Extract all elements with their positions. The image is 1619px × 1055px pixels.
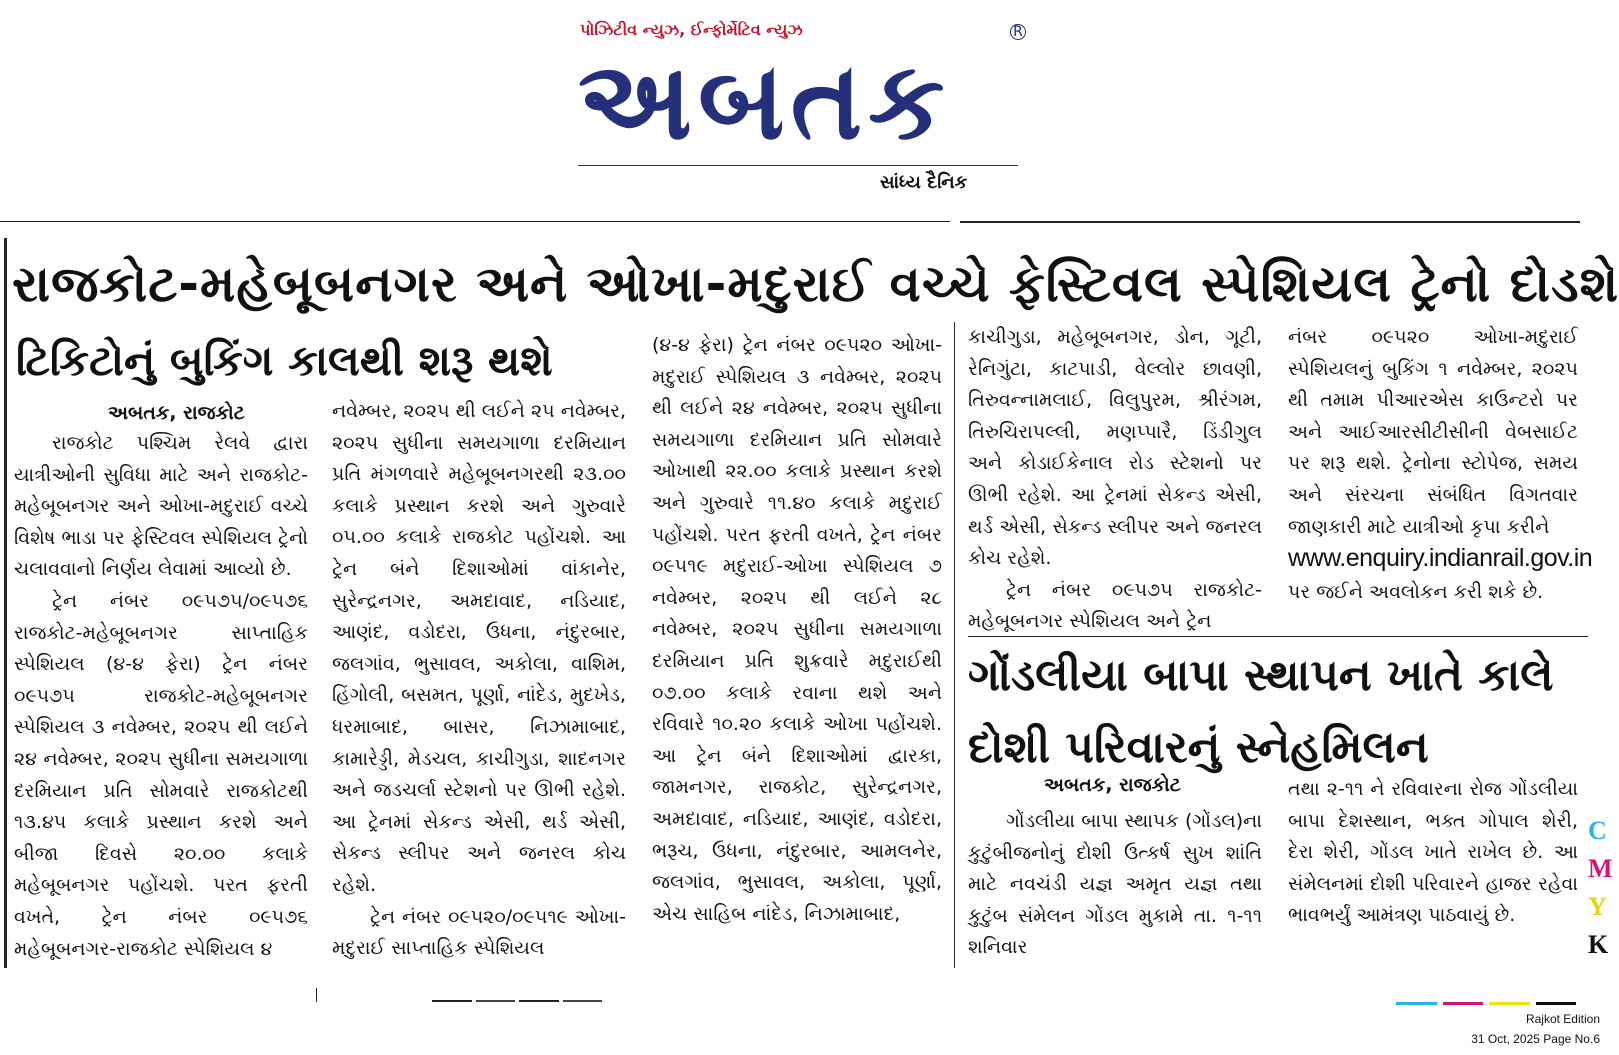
registration-bar bbox=[432, 1000, 472, 1002]
registration-strip bbox=[432, 1000, 602, 1002]
article-left-border bbox=[4, 238, 7, 968]
paragraph: નવેમ્બર, ૨૦૨૫ થી લઈને ૨૫ નવેમ્બર, ૨૦૨૫ સુધીના સમયગાળા દરમિયાન પ્રતિ મંગળવારે મહેબૂબનગરથી ૨૩.૦૦ કલાકે પ્રસ્થાન કરશે અને ગુરુવારે ૦૫.૦૦ કલાકે રાજકોટ પહોંચશે. આ ટ્રેન બંને દિશાઓમાં વાંકાનેર, સુરેન્દ્રનગર, અમદાવાદ, નડિયાદ, આણંદ, વડોદરા, ઉધના, નંદુરબાર, જલગાંવ, ભુસાવલ, અકોલા, વાશિમ, હિંગોલી, બસમત, પૂર્ણા, નાંદેડ, મુદખેડ, ધરમાબાદ, બાસર, નિઝામાબાદ, કામારેડ્ડી, મેડચલ, કાચીગુડા, શાદનગર અને જડચર્લા સ્ટેશનો પર ઊભી રહેશે. આ ટ્રેનમાં સેકન્ડ એસી, થર્ડ એસી, સેકન્ડ સ્લીપર અને જનરલ કોચ રહેશે. bbox=[332, 400, 626, 896]
paragraph: કાચીગુડા, મહેબૂબનગર, ડોન, ગૂટી, રેનિગુંટા, કાટપાડી, વેલ્લોર છાવણી, તિરુવન્નામલાઈ, વિલુપુરમ, શ્રીરંગમ, તિરુચિરાપલ્લી, મણપ્પારૈ, ડિંડીગુલ અને કોડાઈકેનાલ રોડ સ્ટેશનો પર ઊભી રહેશે. આ ટ્રેનમાં સેકન્ડ એસી, થર્ડ એસી, સેકન્ડ સ્લીપર અને જનરલ કોચ રહેશે. bbox=[968, 326, 1262, 570]
cmyk-yellow: Y bbox=[1588, 892, 1607, 921]
newspaper-logo: અબતક bbox=[578, 39, 951, 164]
color-bar-yellow bbox=[1489, 1002, 1530, 1005]
paragraph: ટ્રેન નંબર ૦૯૫૨૦/૦૯૫૧૯ ઓખા-મદુરાઈ સાપ્તાહિક સ્પેશિયલ bbox=[332, 905, 626, 960]
registration-bar bbox=[563, 1000, 603, 1002]
paragraph: ટ્રેન નંબર ૦૯૫૭૫/૦૯૫૭૬ રાજકોટ-મહેબૂબનગર સાપ્તાહિક સ્પેશિયલ (૪-૪ ફેરા) ટ્રેન નંબર ૦૯૫૭૫ રાજકોટ-મહેબૂબનગર સ્પેશિયલ ૩ નવેમ્બર, ૨૦૨૫ થી લઈને ૨૪ નવેમ્બર, ૨૦૨૫ સુધીના સમયગાળા દરમિયાન પ્રતિ સોમવારે રાજકોટથી ૧૩.૪૫ કલાકે પ્રસ્થાન કરશે અને બીજા દિવસે ૨૦.૦૦ કલાકે મહેબૂબનગર પહોંચશે. પરત ફરતી વખતે, ટ્રેન નંબર ૦૯૫૭૬ મહેબૂબનગર-રાજકોટ સ્પેશિયલ ૪ bbox=[14, 589, 308, 960]
article-column-2 bbox=[332, 396, 626, 968]
paragraph: નંબર ૦૯૫૨૦ ઓખા-મદુરાઈ સ્પેશિયલનું બુકિંગ ૧ નવેમ્બર, ૨૦૨૫ થી તમામ પીઆરએસ કાઉન્ટરો પર અને આઈઆરસીટીસીની વેબસાઈટ પર શરૂ થશે. ટ્રેનોના સ્ટોપેજ, સમય અને સંરચના સંબંધિત વિગતવાર જાણકારી માટે યાત્રીઓ કૃપા કરીને bbox=[1288, 326, 1578, 538]
article-column-5 bbox=[1288, 322, 1593, 628]
date-page-label: 31 Oct, 2025 Page No.6 bbox=[1471, 1032, 1600, 1046]
website-url: www.enquiry.indianrail.gov.in bbox=[1288, 544, 1593, 573]
paragraph: પર જઈને અવલોકન કરી શકે છે. bbox=[1288, 580, 1544, 603]
article2-top-rule bbox=[968, 636, 1588, 637]
paragraph bbox=[1288, 543, 1593, 577]
cmyk-cyan: C bbox=[1588, 816, 1607, 845]
color-bar-cyan bbox=[1396, 1002, 1437, 1005]
article-column-4 bbox=[968, 322, 1262, 633]
crop-mark bbox=[316, 988, 317, 1002]
color-bar-magenta bbox=[1443, 1002, 1484, 1005]
edition-label: Rajkot Edition bbox=[1525, 1012, 1600, 1026]
article-column-1 bbox=[14, 428, 308, 968]
paragraph: (૪-૪ ફેરા) ટ્રેન નંબર ૦૯૫૨૦ ઓખા-મદુરાઈ સ્પેશિયલ ૩ નવેમ્બર, ૨૦૨૫ થી લઈને ૨૪ નવેમ્બર, ૨૦૨૫ સુધીના સમયગાળા દરમિયાન પ્રતિ સોમવારે ઓખાથી ૨૨.૦૦ કલાકે પ્રસ્થાન કરશે અને ગુરુવારે ૧૧.૪૦ કલાકે મદુરાઈ પહોંચશે. પરત ફરતી વખતે, ટ્રેન નંબર ૦૯૫૧૯ મદુરાઈ-ઓખા સ્પેશિયલ ૭ નવેમ્બર, ૨૦૨૫ થી લઈને ૨૮ નવેમ્બર, ૨૦૨૫ સુધીના સમયગાળા દરમિયાન પ્રતિ શુક્રવારે મદુરાઈથી ૦૭.૦૦ કલાકે રવાના થશે અને રવિવારે ૧૦.૨૦ કલાકે ઓખા પહોંચશે. આ ટ્રેન બંને દિશાઓમાં દ્વારકા, જામનગર, રાજકોટ, સુરેન્દ્રનગર, અમદાવાદ, નડિયાદ, આણંદ, વડોદરા, ભરૂચ, ઉધના, નંદુરબાર, આમલનેર, જલગાંવ, ભુસાવલ, અકોલા, પૂર્ણા, એચ સાહિબ નાંદેડ, નિઝામાબાદ, bbox=[652, 334, 942, 925]
cmyk-black: K bbox=[1588, 930, 1609, 959]
article2-column-1: ગોંડલીયા બાપા સ્થાપક (ગોંડલ)ના કુટુંબીજનોનું દોશી ઉત્કર્ષ સુખ શાંતિ માટે નવચંડી યજ્ઞ અમૃત યજ્ઞ તથા કુટુંબ સંમેલન ગોંડલ મુકામે તા. ૧-૧૧ શનિવાર bbox=[968, 810, 1262, 959]
article2-headline: ગોંડલીયા બાપા સ્થાપન ખાતે કાલે દોશી પરિવારનું સ્નેહમિલન bbox=[968, 650, 1554, 773]
paragraph: ટ્રેન નંબર ૦૯૫૭૫ રાજકોટ-મહેબૂબનગર સ્પેશિયલ અને ટ્રેન bbox=[968, 578, 1262, 633]
article2-byline: અબતક, રાજકોટ bbox=[1044, 774, 1181, 796]
article-column-3 bbox=[652, 330, 942, 968]
byline: અબતક, રાજકોટ bbox=[108, 402, 245, 424]
cmyk-magenta: M bbox=[1588, 854, 1613, 883]
color-bars bbox=[1396, 1002, 1576, 1005]
column-divider bbox=[954, 322, 955, 968]
cmyk-marks bbox=[1588, 812, 1613, 964]
registered-mark: R bbox=[1010, 24, 1026, 40]
paragraph: રાજકોટ પશ્ચિમ રેલવે દ્વારા યાત્રીઓની સુવિધા માટે અને રાજકોટ-મહેબૂબનગર અને ઓખા-મદુરાઈ વચ્ચે વિશેષ ભાડા પર ફેસ્ટિવલ સ્પેશિયલ ટ્રેનો ચલાવવાનો નિર્ણય લેવામાં આવ્યો છે. bbox=[14, 432, 308, 581]
color-bar-black bbox=[1536, 1002, 1577, 1005]
masthead-subtitle: સાંધ્ય દૈનિક bbox=[880, 172, 968, 193]
sub-headline: ટિકિટોનું બુકિંગ કાલથી શરૂ થશે bbox=[16, 336, 553, 385]
top-rule-left bbox=[0, 221, 950, 222]
article2-column-2: તથા ૨-૧૧ ને રવિવારના રોજ ગોંડલીયા બાપા દેશસ્થાન, ભક્ત ગોપાલ શેરી, દેરા શેરી, ગોંડલ ખાતે રાખેલ છે. આ સંમેલનમાં દોશી પરિવારને હાજર રહેવા ભાવભર્યું આમંત્રણ પાઠવાયું છે. bbox=[1288, 778, 1578, 927]
main-headline: રાજકોટ-મહેબૂબનગર અને ઓખા-મદુરાઈ વચ્ચે ફેસ્ટિવલ સ્પેશિયલ ટ્રેનો દોડશે bbox=[12, 255, 1619, 313]
registration-bar bbox=[476, 1000, 516, 1002]
registration-bar bbox=[519, 1000, 559, 1002]
top-rule-right bbox=[960, 221, 1580, 223]
masthead-tagline: પોઝિટીવ ન્યુઝ, ઈન્ફોર્મેટિવ ન્યુઝ bbox=[580, 20, 803, 39]
masthead-divider bbox=[578, 165, 1018, 166]
